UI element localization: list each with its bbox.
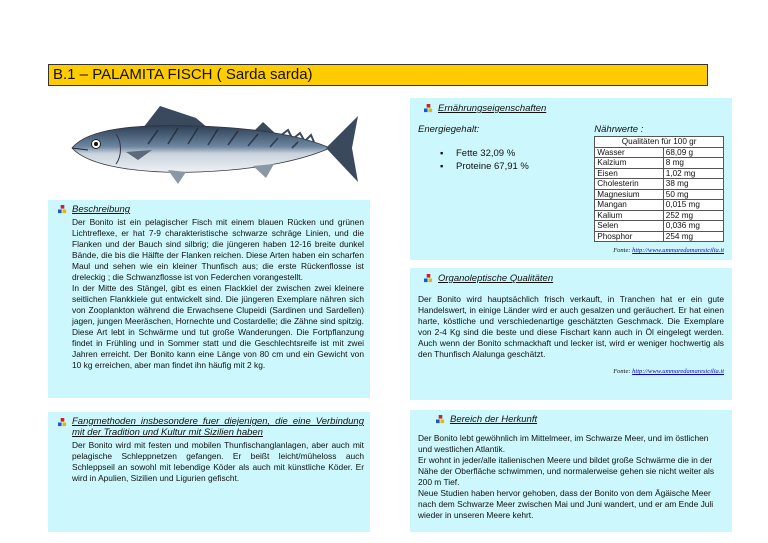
table-cell: Magnesium [595, 189, 664, 200]
table-header: Qualitäten für 100 gr [595, 137, 724, 148]
table-row [595, 147, 724, 158]
table-cell: 0,015 mg [663, 200, 723, 211]
beschreibung-heading-text: Beschreibung [72, 204, 131, 215]
energiegehalt-label: Energiegehalt: [418, 124, 480, 135]
table-row [595, 179, 724, 190]
herkunft-text-3: Neue Studien haben hervor gehoben, dass der Bonito von dem Ägäische Meer nach dem Schwarze Meer zwischen Mai und Juni wandert, und er am Ende Juli wieder in unseren Meere kehrt. [418, 488, 714, 520]
bonito-fish-illustration [48, 98, 370, 198]
table-cell: 0,036 mg [663, 221, 723, 232]
table-cell: Kalium [595, 210, 664, 221]
ernaehrung-heading-text: Ernährungseigenschaften [438, 103, 547, 114]
table-row [595, 200, 724, 211]
organoleptische-heading [424, 273, 724, 284]
naehrwerte-table [594, 136, 724, 242]
fonte-link[interactable]: http://www.ummaredamaresicilia.it [632, 247, 724, 254]
organoleptische-panel [410, 268, 732, 400]
fangmethoden-heading [58, 416, 364, 438]
page-title: B.1 – PALAMITA FISCH ( Sarda sarda) [48, 64, 708, 86]
herkunft-heading-text: Bereich der Herkunft [450, 414, 538, 425]
organoleptische-heading-text: Organoleptische Qualitäten [438, 273, 554, 284]
table-row [595, 210, 724, 221]
list-item: ▪ Fette 32,09 % [456, 147, 594, 160]
ornament-bullet-icon [436, 415, 445, 424]
table-cell: 38 mg [663, 179, 723, 190]
table-cell: Cholesterin [595, 179, 664, 190]
table-cell: 254 mg [663, 231, 723, 242]
table-row [595, 189, 724, 200]
herkunft-text-1: Der Bonito lebt gewöhnlich im Mittelmeer, im Schwarze Meer, und im östlichen und westlichen Atlantik. [418, 433, 709, 454]
beschreibung-panel [48, 200, 370, 398]
fangmethoden-panel [48, 412, 370, 532]
table-cell: 8 mg [663, 158, 723, 169]
fonte-source [594, 245, 724, 256]
fangmethoden-heading-text: Fangmethoden insbesondere fuer diejenigen, die eine Verbindung mit der Tradition und Kultur mit Sizilien haben [72, 416, 364, 438]
beschreibung-heading [58, 204, 364, 215]
table-row [595, 221, 724, 232]
ernaehrung-panel [410, 98, 732, 260]
ornament-bullet-icon [58, 418, 67, 427]
table-row [595, 158, 724, 169]
herkunft-text-2: Er wohnt in jeder/alle italienischen Meere und bildet große Schwärme die in der Nähe der Oberfläche schwimmen, und normalerweise gehen sie nicht weiter als 200 m Tief. [418, 455, 715, 487]
fonte-source [418, 366, 724, 377]
list-item: ▪ Proteine 67,91 % [456, 160, 594, 173]
herkunft-heading [436, 414, 724, 425]
table-cell: Eisen [595, 168, 664, 179]
ornament-bullet-icon [424, 274, 433, 283]
table-cell: Kalzium [595, 158, 664, 169]
ornament-bullet-icon [58, 205, 67, 214]
naehrwerte-label: Nährwerte : [594, 124, 644, 135]
table-cell: Mangan [595, 200, 664, 211]
herkunft-panel [410, 410, 732, 532]
ornament-bullet-icon [424, 104, 433, 113]
table-cell: 1,02 mg [663, 168, 723, 179]
table-row [595, 168, 724, 179]
table-row [595, 231, 724, 242]
beschreibung-text-1: Der Bonito ist ein pelagischer Fisch mit einem blauen Rücken und grünen Lichtreflexe, er hat 7-9 charakteristische schwarze schräge Linien, und die Flanken und der Bauch sind silbrig; die jüngeren haben 12-16 breite dunkel Bände, die bis die Hälfte der Flanken reichen. Diese Arten haben ein scharfen Maul und sehen wie ein kleiner Thunfisch aus; die erste Rückenflosse ist dreleckig ; die Schwanzflosse ist von Federchen vorangestellt. [72, 217, 364, 282]
fangmethoden-text: Der Bonito wird mit festen und mobilen Thunfischanglanlagen, aber auch mit pelagische Schleppnetzen gefangen. Er beißt leicht/müheloss auch Schleppseil an sowohl mit lebendige Köder als auch mit künstliche Köder. Er wird in Apulien, Sizilien und Ligurien gefischt. [72, 440, 364, 483]
fonte-link[interactable]: http://www.ummaredamaresicilia.it [632, 368, 724, 375]
table-cell: 50 mg [663, 189, 723, 200]
fonte-label: Fonte: [613, 368, 631, 375]
table-cell: Phosphor [595, 231, 664, 242]
table-cell: Selen [595, 221, 664, 232]
organoleptische-text: Der Bonito wird hauptsächlich frisch verkauft, in Tranchen hat er ein gute Handelswert, in einige Länder wird er auch gesalzen und geräuchert. Er hat einen harte, köstliche und verschiedenartige geschätzten Geschmack. Die Exemplare von 2-4 Kg sind die beste und diese Fischart kann auch in Öl eingelegt werden. Auch wenn der Bonito schmackhaft und lecker ist, wird er weniger hochwertig als den Thunfisch Alalunga geschätzt. [418, 294, 724, 359]
table-cell: Wasser [595, 147, 664, 158]
energie-list [418, 147, 594, 173]
fish-image [48, 98, 370, 198]
fonte-label: Fonte: [613, 247, 631, 254]
table-cell: 252 mg [663, 210, 723, 221]
ernaehrung-heading [424, 103, 724, 114]
table-cell: 68,09 g [663, 147, 723, 158]
beschreibung-text-2: In der Mitte des Stängel, gibt es einen Flackkiel der zwischen zwei kleinere seitlichen Flankkiele gut entwickelt sind. Die jüngeren Exemplare nähren sich von Zooplankton während die Erwachsene Clupeidi (Sardinen und Sardellen) jagen, jungen Meeräschen, Hornechte und Costardelle; die Zähne sind spitzig. Diese Art lebt in Schwärme und tut große Wanderungen. Die Fortpflanzung findet in Frühling und in Sommer statt und die Geschlechtsreife ist mit zwei Jahren erreicht. Der Bonito kann eine Länge von 80 cm und ein Gewicht von 10 kg erreichen, aber man findet ihn häufig mit 2 kg. [72, 283, 364, 370]
